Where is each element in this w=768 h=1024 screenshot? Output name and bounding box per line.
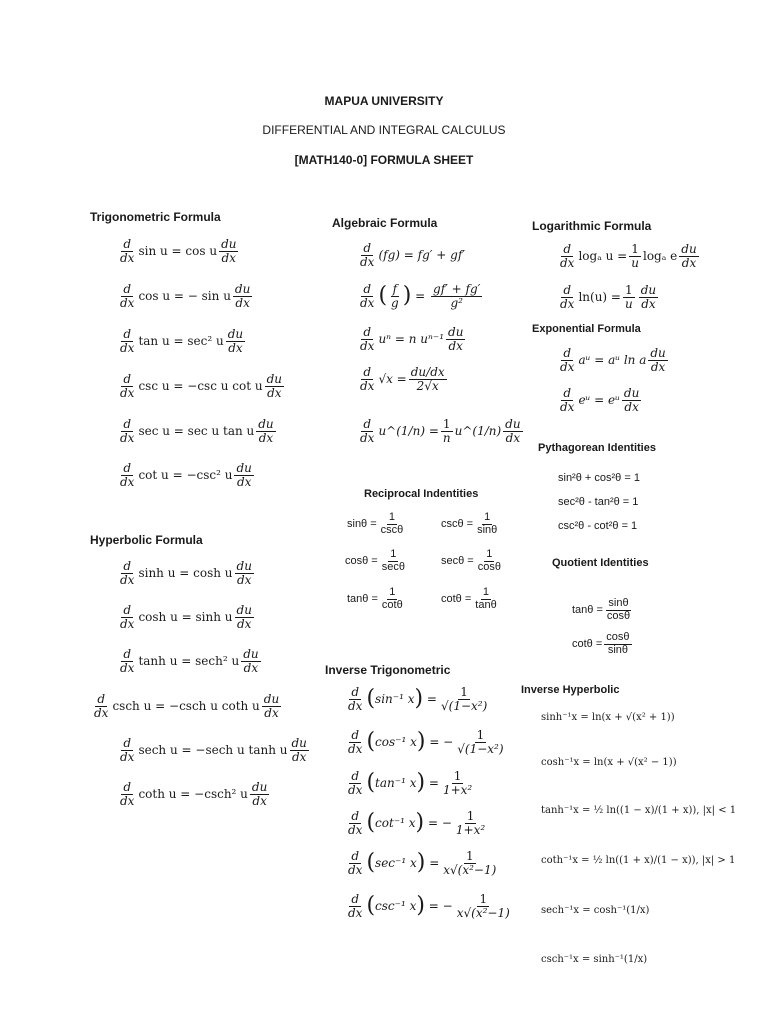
hyperbolic-formula: d dx cosh u = sinh u du dx: [120, 603, 252, 631]
trig-formula: d dx cot u = −csc² u du dx: [120, 461, 252, 489]
inverse-trig-formula: d dx ( cot⁻¹ x ) = − $\frac{1}{\text{1+x²}}$: [348, 809, 486, 837]
sheet-title: [MATH140-0] FORMULA SHEET: [294, 153, 474, 167]
trig-formula: d dx tan u = sec² u du dx: [120, 327, 244, 355]
reciprocal-identity: secθ = $\frac{1}{\cos\theta}$: [441, 548, 501, 573]
reciprocal-identity: cosθ = 1 secθ: [345, 548, 405, 573]
inv-hyp-csch: csch⁻¹x = sinh⁻¹(1/x): [541, 954, 648, 965]
course-title: DIFFERENTIAL AND INTEGRAL CALCULUS: [262, 123, 506, 137]
power-rule: d dx uⁿ = n uⁿ⁻¹ du dx: [360, 325, 464, 353]
inverse-trig-formula: d dx ( sec⁻¹ x ) = $\frac{1}{\text{x√(x²−1)}}$: [348, 849, 497, 877]
reciprocal-identity: tanθ = $\frac{1}{\cot\theta}$: [347, 586, 403, 611]
exp-e-rule: d dx eᵘ = eᵘ du dx: [560, 386, 640, 414]
university-title: MAPUA UNIVERSITY: [324, 94, 444, 108]
inv-hyp-cosh: cosh⁻¹x = ln(x + √(x² − 1)): [541, 757, 677, 768]
ln-rule: d dx ln(u) = $\frac{1}{u}$ du dx: [560, 283, 657, 311]
pyth-1: sin²θ + cos²θ = 1: [558, 472, 640, 484]
trig-formula: d dx csc u = −csc u cot u du dx: [120, 372, 283, 400]
exp-a-rule: d dx aᵘ = aᵘ ln a du dx: [560, 346, 666, 374]
hyperbolic-formula: d dx tanh u = sech² u du dx: [120, 647, 259, 675]
quot-heading: Quotient Identities: [552, 557, 649, 569]
trig-formula: d dx cos u = − sin u du dx: [120, 282, 251, 310]
pyth-2: sec²θ - tan²θ = 1: [558, 496, 639, 508]
inverse-trig-formula: d dx ( sin⁻¹ x ) = $\frac{1}{\text{√(1−x²)}}$: [348, 685, 488, 713]
hyperbolic-formula: d dx csch u = −csch u coth u du dx: [94, 692, 280, 720]
inv-hyp-tanh: tanh⁻¹x = ½ ln((1 − x)/(1 + x)), |x| < 1: [541, 805, 737, 816]
log-heading: Logarithmic Formula: [532, 219, 652, 233]
reciprocal-identity: cotθ = $\frac{1}{\tan\theta}$: [441, 586, 497, 611]
quotient-rule: d dx ( f g ) = $\frac{gf' + fg'}{\text{g²}}$: [360, 282, 481, 310]
root-rule: d dx u^(1/n) = $\frac{1}{n}$ u^(1/n) du dx: [360, 417, 521, 445]
log-a-rule: d dx logₐ u = $\frac{1}{u}$ logₐ e du dx: [560, 242, 697, 270]
inv-trig-heading: Inverse Trigonometric: [325, 663, 451, 677]
inverse-trig-formula: d dx ( tan⁻¹ x ) = $\frac{1}{\text{1+x²}}$: [348, 769, 473, 797]
inv-hyp-sech: sech⁻¹x = cosh⁻¹(1/x): [541, 905, 650, 916]
hyperbolic-formula: d dx sinh u = cosh u du dx: [120, 559, 252, 587]
sqrt-rule: d dx √x = $\frac{du/dx}{2√x}$: [360, 365, 445, 393]
inv-hyp-coth: coth⁻¹x = ½ ln((1 + x)/(1 − x)), |x| > 1: [541, 855, 736, 866]
trig-formula: d dx sec u = sec u tan u du dx: [120, 417, 274, 445]
hyperbolic-formula: d dx sech u = −sech u tanh u du dx: [120, 736, 307, 764]
pyth-3: csc²θ - cot²θ = 1: [558, 520, 638, 532]
trig-formula: d dx sin u = cos u du dx: [120, 237, 237, 265]
inverse-trig-formula: d dx ( cos⁻¹ x ) = − $\frac{1}{\text{√(1−x²)}}$: [348, 728, 504, 756]
pyth-heading: Pythagorean Identities: [538, 442, 656, 454]
algebraic-heading: Algebraic Formula: [332, 216, 438, 230]
trig-heading: Trigonometric Formula: [90, 210, 221, 224]
reciprocal-identity: sinθ = 1 cscθ: [347, 511, 404, 536]
inv-hyp-sinh: sinh⁻¹x = ln(x + √(x² + 1)): [541, 712, 675, 723]
recip-heading: Reciprocal Indentities: [364, 488, 479, 500]
product-rule: d dx (fg) = fg′ + gf′: [360, 241, 466, 269]
exp-heading: Exponential Formula: [532, 323, 641, 335]
quot-cot: cotθ = $\frac{\cos\theta}{\sin\theta}$: [572, 631, 630, 656]
hyperbolic-formula: d dx coth u = −csch² u du dx: [120, 780, 268, 808]
quot-tan: tanθ = $\frac{\sin\theta}{\cos\theta}$: [572, 597, 631, 622]
reciprocal-identity: cscθ = $\frac{1}{\sin\theta}$: [441, 511, 498, 536]
hyper-heading: Hyperbolic Formula: [90, 533, 203, 547]
inv-hyp-heading: Inverse Hyperbolic: [521, 684, 620, 696]
inverse-trig-formula: d dx ( csc⁻¹ x ) = − $\frac{1}{\text{x√(x²−1)}}$: [348, 892, 510, 920]
